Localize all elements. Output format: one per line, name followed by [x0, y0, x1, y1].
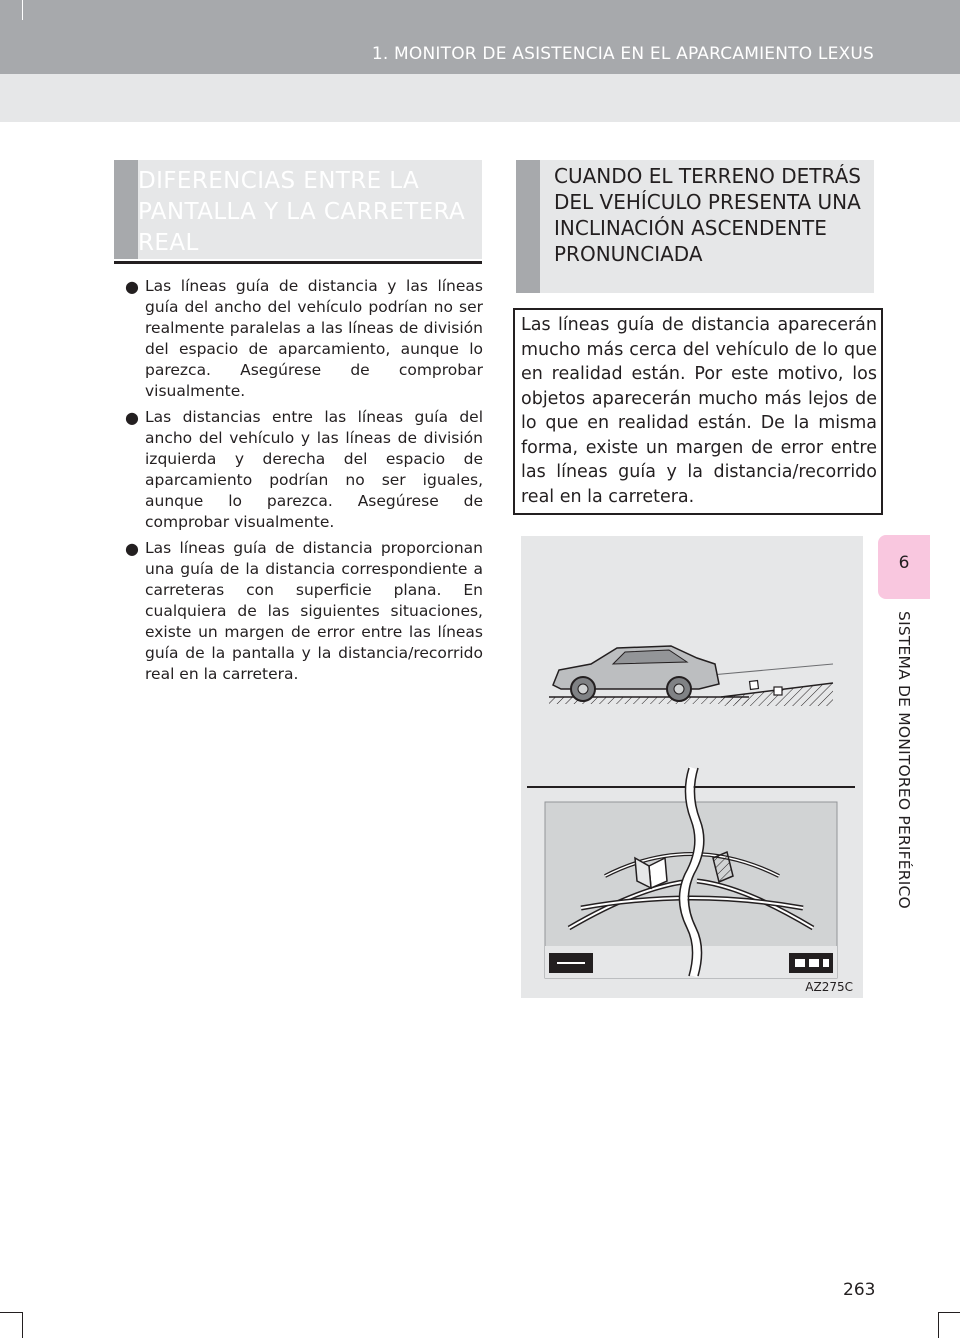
list-item: ● Las distancias entre las líneas guía del ancho del vehículo y las líneas de división izquierda y derecha del espacio de aparcamiento podrían no ser iguales, aunque lo parezca. Asegúrese de comprobar visualmente. — [125, 407, 483, 533]
left-section-heading-box — [114, 160, 482, 259]
heading-accent-bar — [114, 160, 138, 259]
chapter-header — [0, 0, 960, 74]
heading-accent-bar — [516, 160, 540, 293]
chapter-title: 1. MONITOR DE ASISTENCIA EN EL APARCAMIENTO LEXUS — [371, 44, 874, 64]
page-number: 263 — [843, 1280, 876, 1300]
car-side-view — [553, 646, 719, 701]
crop-mark — [22, 0, 23, 20]
object-marker — [774, 687, 782, 695]
crop-mark — [0, 1312, 22, 1313]
right-section-heading: CUANDO EL TERRENO DETRÁS DEL VEHÍCULO PRESENTA UNA INCLINACIÓN ASCENDENTE PRONUNCIADA — [554, 164, 861, 266]
figure-code: AZ275C — [805, 980, 853, 994]
slope-illustration — [521, 536, 863, 998]
section-label: SISTEMA DE MONITOREO PERIFÉRICO — [895, 611, 913, 909]
crop-mark — [22, 1312, 23, 1338]
list-item: ● Las líneas guía de distancia y las líneas guía del ancho del vehículo podrían no ser realmente paralelas a las líneas de división del espacio de aparcamiento, aunque lo parezca. Asegúrese de comprobar visualmente. — [125, 276, 483, 402]
heading-underline — [114, 261, 482, 264]
list-item: ● Las líneas guía de distancia proporcionan una guía de la distancia correspondiente a carreteras con superficie plana. En cualquiera de las siguientes situaciones, existe un margen de error entre las líneas guía de la pantalla y la distancia/recorrido real en la carretera. — [125, 538, 483, 685]
camera-sight-line — [711, 664, 833, 675]
crop-mark — [938, 1312, 960, 1313]
object-marker — [750, 681, 759, 690]
bullet-list — [125, 276, 483, 690]
section-tab — [878, 535, 930, 599]
left-section-heading: DIFERENCIAS ENTRE LA PANTALLA Y LA CARRETERA REAL — [138, 168, 466, 256]
illustration-graphic — [521, 536, 863, 998]
section-number: 6 — [898, 553, 910, 573]
right-section-heading-box — [516, 160, 874, 293]
note-box: Las líneas guía de distancia aparecerán mucho más cerca del vehículo de lo que en realidad están. Por este motivo, los objetos aparecerán mucho más lejos de lo que en realidad están. De la misma forma, existe un margen de error entre las líneas guía y la distancia/recorrido real en la carretera. — [513, 308, 883, 515]
crop-mark — [938, 1312, 939, 1338]
